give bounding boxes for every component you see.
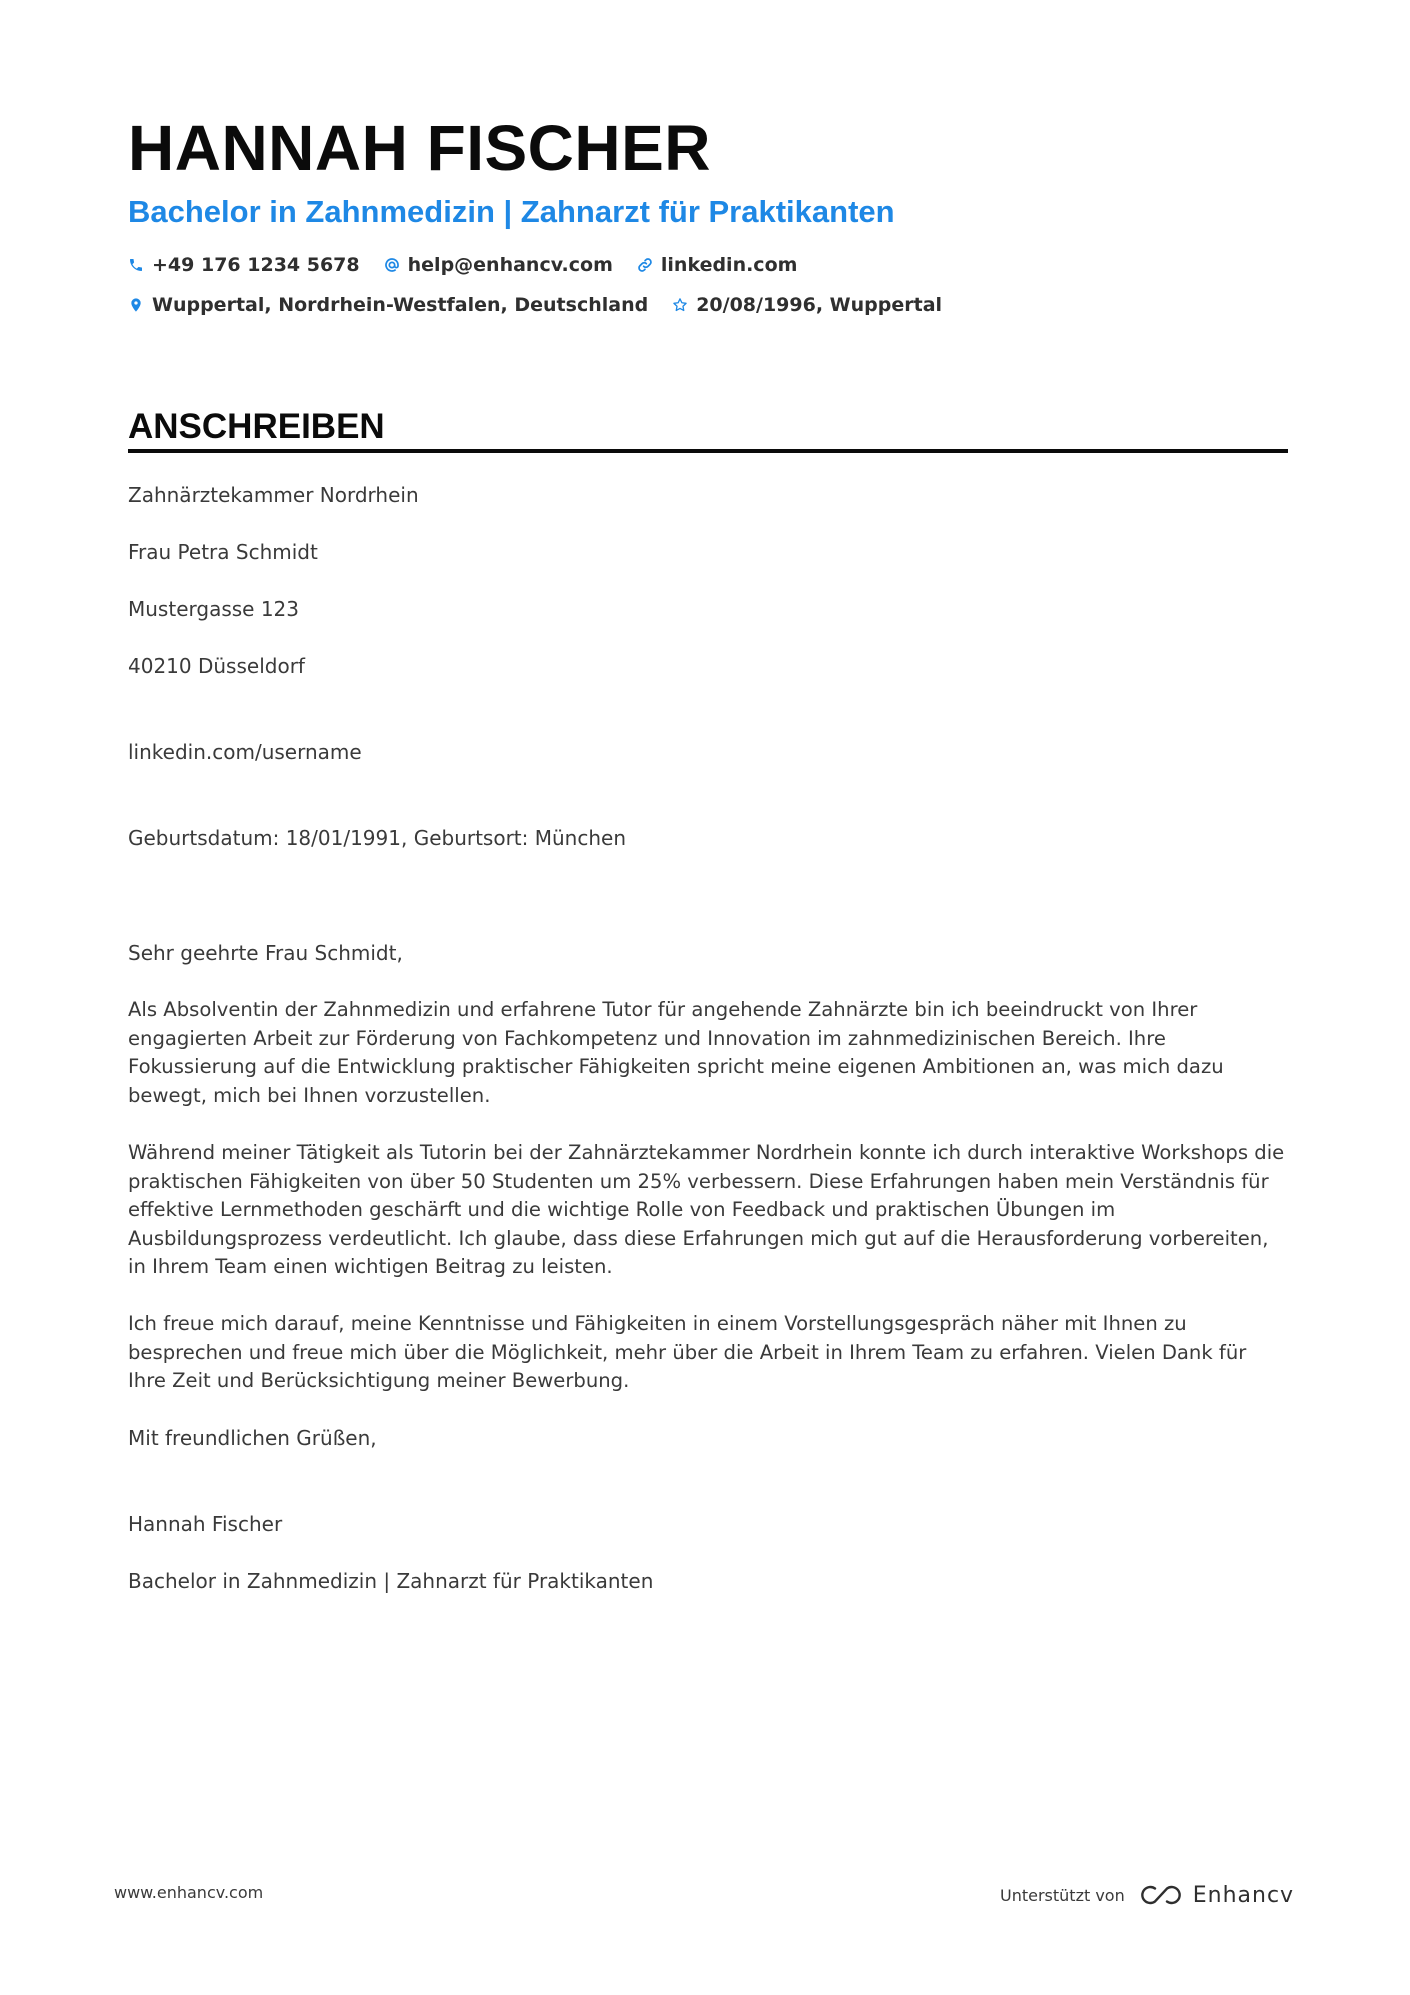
birth-info: Geburtsdatum: 18/01/1991, Geburtsort: München bbox=[128, 826, 627, 850]
signature-title: Bachelor in Zahnmedizin | Zahnarzt für Praktikanten bbox=[128, 1569, 654, 1593]
phone-text: +49 176 1234 5678 bbox=[152, 254, 360, 276]
applicant-headline: Bachelor in Zahnmedizin | Zahnarzt für Praktikanten bbox=[128, 194, 895, 229]
recipient-person: Frau Petra Schmidt bbox=[128, 540, 318, 564]
enhancv-logo-icon bbox=[1137, 1882, 1183, 1908]
contact-birth bbox=[672, 292, 942, 318]
location-pin-icon bbox=[128, 297, 144, 313]
powered-by bbox=[1000, 1880, 1294, 1910]
footer-website[interactable]: www.enhancv.com bbox=[114, 1883, 264, 1902]
contact-location bbox=[128, 292, 648, 318]
link-icon bbox=[637, 257, 653, 273]
section-divider bbox=[128, 449, 1288, 453]
birth-text: 20/08/1996, Wuppertal bbox=[696, 294, 943, 316]
contact-info bbox=[128, 252, 1288, 318]
contact-linkedin[interactable] bbox=[637, 252, 798, 278]
linkedin-text: linkedin.com bbox=[660, 254, 798, 276]
signature-name: Hannah Fischer bbox=[128, 1512, 283, 1536]
salutation: Sehr geehrte Frau Schmidt, bbox=[128, 941, 403, 965]
enhancv-brand: Enhancv bbox=[1192, 1882, 1295, 1908]
enhancv-logo[interactable] bbox=[1137, 1882, 1294, 1908]
contact-email[interactable] bbox=[384, 252, 613, 278]
star-icon bbox=[672, 297, 688, 313]
powered-by-text: Unterstützt von bbox=[1000, 1885, 1125, 1905]
closing: Mit freundlichen Grüßen, bbox=[128, 1426, 377, 1450]
recipient-organization: Zahnärztekammer Nordrhein bbox=[128, 483, 419, 507]
email-text: help@enhancv.com bbox=[407, 254, 613, 276]
contact-phone[interactable] bbox=[128, 252, 360, 278]
letter-paragraph: Ich freue mich darauf, meine Kenntnisse und Fähigkeiten in einem Vorstellungsgespräch näher mit Ihnen zu besprechen und freue mich über die Möglichkeit, mehr über die Arbeit in Ihrem Team zu erfahren. Vielen Dank für Ihre Zeit und Berücksichtigung meiner Bewerbung. bbox=[128, 1312, 1247, 1393]
letter-paragraph: Als Absolventin der Zahnmedizin und erfahrene Tutor für angehende Zahnärzte bin ich beeindruckt von Ihrer engagierten Arbeit zur Förderung von Fachkompetenz und Innovation im zahnmedizinischen Bereich. Ihre Fokussierung auf die Entwicklung praktischer Fähigkeiten spricht meine eigenen Ambitionen an, was mich dazu bewegt, mich bei Ihnen vorzustellen. bbox=[128, 998, 1224, 1107]
phone-icon bbox=[128, 257, 144, 273]
letter-paragraph: Während meiner Tätigkeit als Tutorin bei der Zahnärztekammer Nordrhein konnte ich durch interaktive Workshops die praktischen Fähigkeiten von über 50 Studenten um 25% verbessern. Diese Erfahrungen haben mein Verständnis für effektive Lernmethoden geschärft und die wichtige Rolle von Feedback und praktischen Übungen im Ausbildungsprozess verdeutlicht. Ich glaube, dass diese Erfahrungen mich gut auf die Herausforderung vorbereiten, in Ihrem Team einen wichtigen Beitrag zu leisten. bbox=[128, 1141, 1285, 1279]
recipient-street: Mustergasse 123 bbox=[128, 597, 299, 621]
linkedin-url: linkedin.com/username bbox=[128, 740, 362, 764]
location-text: Wuppertal, Nordrhein-Westfalen, Deutschland bbox=[152, 294, 649, 316]
at-icon bbox=[384, 257, 400, 273]
applicant-name: HANNAH FISCHER bbox=[128, 112, 711, 184]
section-title: ANSCHREIBEN bbox=[128, 407, 385, 446]
recipient-city: 40210 Düsseldorf bbox=[128, 654, 305, 678]
